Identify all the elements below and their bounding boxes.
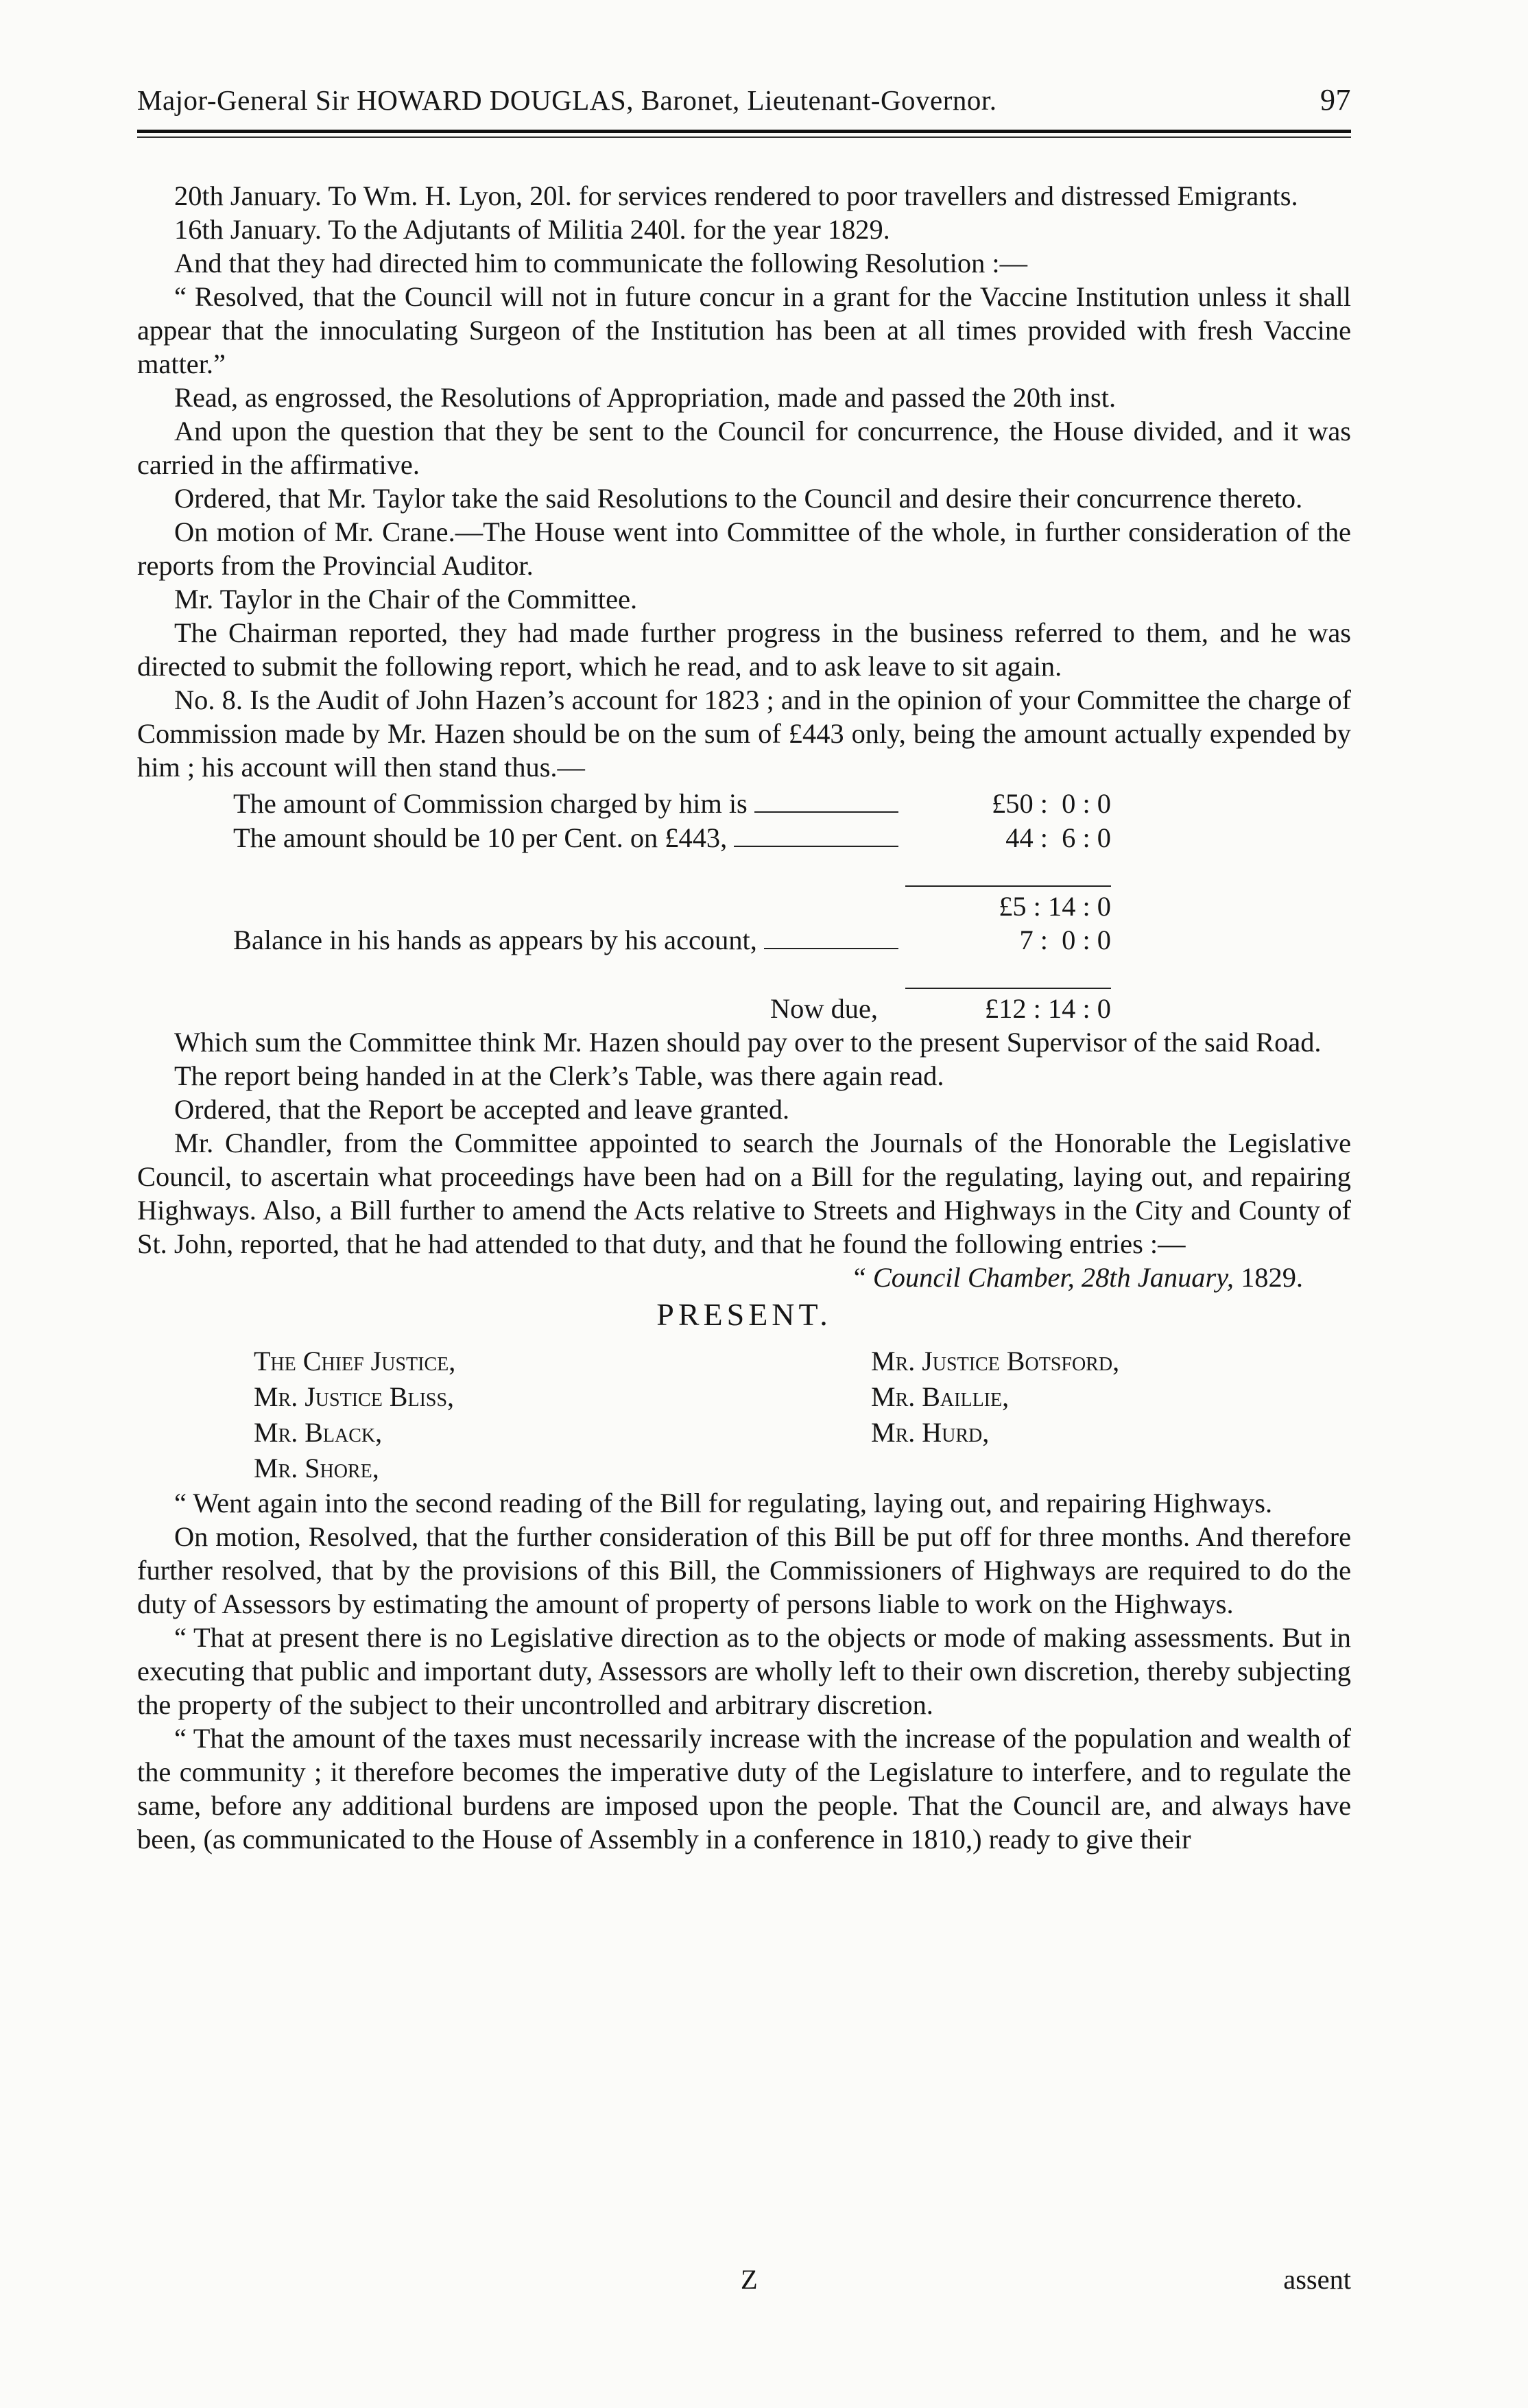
header-rule [137, 130, 1351, 133]
running-title: Major-General Sir HOWARD DOUGLAS, Baronet, Lieutenant-Governor. [137, 84, 997, 116]
member-name: Mr. Justice Botsford, [871, 1346, 1120, 1376]
running-header [137, 82, 1351, 117]
paragraph: Mr. Chandler, from the Committee appointed to search the Journals of the Honorable the Legislative Council, to ascertain what proceedings have been had on a Bill for the regulating, laying out, and repairing Highways. Also, a Bill further to amend the Acts relative to Streets and Highways in the City and County of St. John, reported, that he had attended to that duty, and that he found the following entries :— [137, 1128, 1351, 1259]
leader-rule [754, 811, 898, 813]
member-name: The Chief Justice, [254, 1346, 456, 1376]
paragraph: “ That the amount of the taxes must necessarily increase with the increase of the population and wealth of the community ; it therefore becomes the imperative duty of the Legislature to interfere, and to regulate the same, before any additional burdens are imposed upon the people. That the Council are, and always have been, (as communicated to the House of Assembly in a conference in 1810,) ready to give their [137, 1723, 1351, 1855]
paragraph: On motion of Mr. Crane.—The House went into Committee of the whole, in further consideration of the reports from the Provincial Auditor. [137, 516, 1351, 581]
calc-amount: 44 : 6 : 0 [1005, 822, 1111, 853]
paragraph: 16th January. To the Adjutants of Militia 240l. for the year 1829. [174, 214, 890, 245]
header-rule-thin [137, 136, 1351, 138]
calc-row [137, 787, 1351, 821]
paragraph: “ That at present there is no Legislative direction as to the objects or mode of making assessments. But in executing that public and important duty, Assessors are wholly left to their own discretion, thereby subjecting the property of the subject to their uncontrolled and arbitrary discretion. [137, 1622, 1351, 1720]
paragraph: And that they had directed him to communicate the following Resolution :— [174, 248, 1028, 278]
leader-rule [764, 948, 898, 949]
sum-rule [905, 988, 1111, 989]
paragraph: The report being handed in at the Clerk’s Table, was there again read. [174, 1060, 944, 1091]
calc-amount: 7 : 0 : 0 [1019, 925, 1111, 955]
sum-rule [905, 885, 1111, 887]
present-heading: PRESENT. [656, 1297, 832, 1332]
calc-label: Balance in his hands as appears by his account, [233, 925, 757, 955]
signature-mark: Z [741, 2264, 758, 2295]
calc-row [137, 992, 1351, 1025]
paragraph: Mr. Taylor in the Chair of the Committee. [174, 584, 638, 615]
paragraph: And upon the question that they be sent to the Council for concurrence, the House divided, and it was carried in the affirmative. [137, 416, 1351, 480]
paragraph: 20th January. To Wm. H. Lyon, 20l. for services rendered to poor travellers and distressed Emigrants. [174, 180, 1298, 211]
paragraph: Ordered, that Mr. Taylor take the said Resolutions to the Council and desire their concurrence thereto. [174, 483, 1303, 514]
calc-label: The amount should be 10 per Cent. on £443, [233, 822, 728, 853]
paragraph: No. 8. Is the Audit of John Hazen’s account for 1823 ; and in the opinion of your Committee the charge of Commission made by Mr. Hazen should be on the sum of £443 only, being the amount actually expended by him ; his account will then stand thus.— [137, 684, 1351, 783]
calc-label: The amount of Commission charged by him is [233, 788, 748, 819]
paragraph: Ordered, that the Report be accepted and leave granted. [174, 1094, 790, 1125]
paragraph: “ Resolved, that the Council will not in future concur in a grant for the Vaccine Institution unless it shall appear that the innoculating Surgeon of the Institution has been at all times provided with fresh Vaccine matter.” [137, 281, 1351, 379]
calc-total-label: Now due, [769, 993, 878, 1024]
member-name: Mr. Black, [254, 1417, 383, 1448]
calc-subtotal: £5 : 14 : 0 [999, 891, 1111, 922]
calc-row [137, 890, 1351, 923]
member-name: Mr. Justice Bliss, [254, 1381, 455, 1412]
calc-total: £12 : 14 : 0 [984, 993, 1111, 1024]
council-dateline: “ Council Chamber, 28th January, 1829. [853, 1262, 1303, 1293]
calc-row [137, 821, 1351, 855]
page-number: 97 [1320, 83, 1351, 117]
paragraph: On motion, Resolved, that the further consideration of this Bill be put off for three months. And therefore further resolved, that by the provisions of this Bill, the Commissioners of Highways are required to do the duty of Assessors by estimating the amount of property of persons liable to work on the Highways. [137, 1521, 1351, 1619]
dateline-place: Council Chamber, 28th January, [872, 1262, 1234, 1293]
leader-rule [734, 846, 898, 847]
member-name: Mr. Hurd, [871, 1417, 990, 1448]
member-name: Mr. Baillie, [871, 1381, 1010, 1412]
catchword: assent [1283, 2264, 1351, 2295]
paragraph: The Chairman reported, they had made further progress in the business referred to them, and he was directed to submit the following report, which he read, and to ask leave to sit again. [137, 617, 1351, 682]
member-name [871, 1451, 1468, 1486]
paragraph: Which sum the Committee think Mr. Hazen should pay over to the present Supervisor of the said Road. [174, 1027, 1322, 1058]
document-page [137, 82, 1351, 1856]
calc-amount: £50 : 0 : 0 [992, 788, 1111, 819]
account-calculation [137, 787, 1351, 1025]
body-text [137, 179, 1351, 1856]
page-footer [137, 2263, 1351, 2296]
member-name: Mr. Shore, [254, 1453, 379, 1483]
calc-row [137, 923, 1351, 957]
paragraph: “ Went again into the second reading of the Bill for regulating, laying out, and repairing Highways. [174, 1488, 1273, 1518]
members-list [137, 1344, 1351, 1486]
paragraph: Read, as engrossed, the Resolutions of Appropriation, made and passed the 20th inst. [174, 382, 1117, 413]
dateline-year: 1829. [1234, 1262, 1303, 1293]
